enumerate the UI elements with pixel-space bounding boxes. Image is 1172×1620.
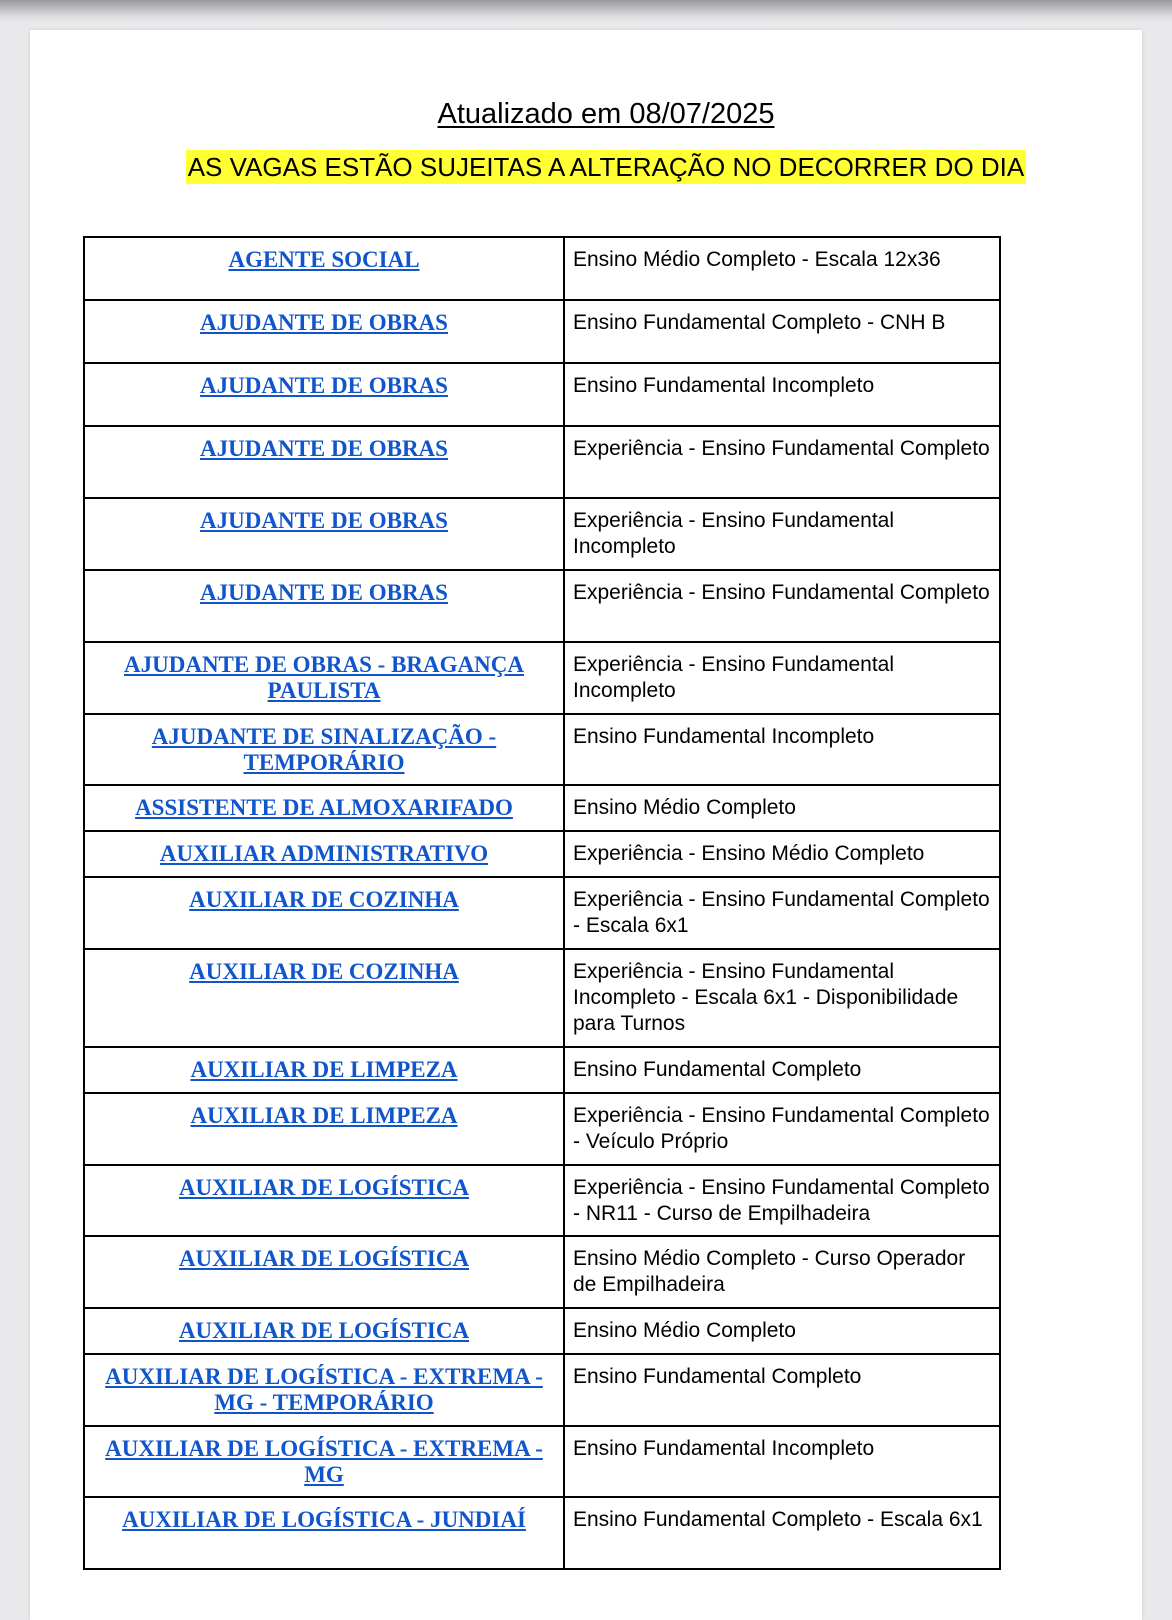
page-title: Atualizado em 08/07/2025 <box>437 98 775 130</box>
job-title-cell <box>84 1497 564 1569</box>
job-title-link[interactable]: AUXILIAR DE COZINHA <box>189 959 459 984</box>
job-title-cell <box>84 714 564 785</box>
table-row <box>84 949 1000 1047</box>
job-title-link[interactable]: AUXILIAR DE LIMPEZA <box>190 1103 458 1128</box>
table-row <box>84 498 1000 570</box>
job-title-link[interactable]: AJUDANTE DE OBRAS <box>200 310 448 335</box>
job-requirements: Experiência - Ensino Fundamental Completo - NR11 - Curso de Empilhadeira <box>564 1165 1000 1236</box>
table-row <box>84 426 1000 498</box>
job-title-cell <box>84 1047 564 1093</box>
job-requirements: Experiência - Ensino Fundamental Completo - Veículo Próprio <box>564 1093 1000 1165</box>
job-title-cell <box>84 363 564 426</box>
job-title-cell <box>84 949 564 1047</box>
job-title-cell <box>84 498 564 570</box>
job-requirements: Experiência - Ensino Fundamental Completo <box>564 570 1000 642</box>
job-title-link[interactable]: ASSISTENTE DE ALMOXARIFADO <box>135 795 513 820</box>
job-title-link[interactable]: AUXILIAR DE COZINHA <box>189 887 459 912</box>
job-title-cell <box>84 877 564 949</box>
job-title-cell <box>84 1165 564 1236</box>
job-requirements: Ensino Fundamental Completo - Escala 6x1 <box>564 1497 1000 1569</box>
table-row <box>84 300 1000 363</box>
job-requirements: Ensino Médio Completo <box>564 1308 1000 1354</box>
table-row <box>84 1354 1000 1426</box>
table-row <box>84 570 1000 642</box>
job-title-link[interactable]: AUXILIAR DE LOGÍSTICA <box>178 1175 470 1200</box>
job-requirements: Experiência - Ensino Fundamental Completo - Escala 6x1 <box>564 877 1000 949</box>
job-title-cell <box>84 642 564 714</box>
job-title-cell <box>84 831 564 877</box>
job-requirements: Ensino Fundamental Incompleto <box>564 1426 1000 1497</box>
table-row <box>84 642 1000 714</box>
job-title-link[interactable]: AUXILIAR DE LOGÍSTICA <box>178 1246 470 1271</box>
table-row <box>84 363 1000 426</box>
job-requirements: Ensino Fundamental Completo - CNH B <box>564 300 1000 363</box>
job-requirements: Experiência - Ensino Médio Completo <box>564 831 1000 877</box>
table-row <box>84 1047 1000 1093</box>
job-requirements: Ensino Fundamental Incompleto <box>564 363 1000 426</box>
table-row <box>84 1236 1000 1308</box>
job-title-link[interactable]: AJUDANTE DE SINALIZAÇÃO - TEMPORÁRIO <box>151 724 497 775</box>
job-title-link[interactable]: AUXILIAR DE LIMPEZA <box>190 1057 458 1082</box>
job-title-link[interactable]: AGENTE SOCIAL <box>228 247 420 272</box>
alteration-notice: AS VAGAS ESTÃO SUJEITAS A ALTERAÇÃO NO DECORRER DO DIA <box>187 152 1025 182</box>
document-page <box>30 30 1142 1620</box>
job-title-link[interactable]: AJUDANTE DE OBRAS - BRAGANÇA PAULISTA <box>124 652 524 703</box>
table-row <box>84 785 1000 831</box>
job-title-cell <box>84 1093 564 1165</box>
table-row <box>84 1497 1000 1569</box>
table-row <box>84 1093 1000 1165</box>
job-title-cell <box>84 426 564 498</box>
job-requirements: Ensino Médio Completo - Escala 12x36 <box>564 237 1000 300</box>
job-openings-table <box>83 236 1001 1570</box>
job-requirements: Ensino Fundamental Completo <box>564 1354 1000 1426</box>
job-title-cell <box>84 237 564 300</box>
table-row <box>84 1426 1000 1497</box>
job-requirements: Experiência - Ensino Fundamental Incompleto <box>564 498 1000 570</box>
table-row <box>84 1308 1000 1354</box>
table-row <box>84 877 1000 949</box>
job-title-cell <box>84 785 564 831</box>
job-title-link[interactable]: AUXILIAR DE LOGÍSTICA - JUNDIAÍ <box>122 1507 526 1532</box>
job-title-cell <box>84 300 564 363</box>
job-title-link[interactable]: AUXILIAR DE LOGÍSTICA <box>178 1318 470 1343</box>
job-title-link[interactable]: AUXILIAR DE LOGÍSTICA - EXTREMA - MG - TEMPORÁRIO <box>105 1364 543 1415</box>
job-title-cell <box>84 1236 564 1308</box>
job-title-cell <box>84 1308 564 1354</box>
job-requirements: Ensino Médio Completo <box>564 785 1000 831</box>
job-requirements: Ensino Médio Completo - Curso Operador de Empilhadeira <box>564 1236 1000 1308</box>
job-requirements: Ensino Fundamental Incompleto <box>564 714 1000 785</box>
job-title-link[interactable]: AJUDANTE DE OBRAS <box>200 373 448 398</box>
job-requirements: Experiência - Ensino Fundamental Incompleto <box>564 642 1000 714</box>
job-requirements: Experiência - Ensino Fundamental Completo <box>564 426 1000 498</box>
table-row <box>84 831 1000 877</box>
job-title-cell <box>84 1426 564 1497</box>
screenshot-top-edge <box>0 0 1172 22</box>
job-title-link[interactable]: AUXILIAR ADMINISTRATIVO <box>159 841 489 866</box>
job-title-link[interactable]: AUXILIAR DE LOGÍSTICA - EXTREMA - MG <box>105 1436 543 1487</box>
table-row <box>84 714 1000 785</box>
job-title-cell <box>84 1354 564 1426</box>
job-title-link[interactable]: AJUDANTE DE OBRAS <box>200 580 448 605</box>
job-title-cell <box>84 570 564 642</box>
job-requirements: Ensino Fundamental Completo <box>564 1047 1000 1093</box>
job-title-link[interactable]: AJUDANTE DE OBRAS <box>200 508 448 533</box>
job-title-link[interactable]: AJUDANTE DE OBRAS <box>200 436 448 461</box>
notice-container <box>30 150 1172 184</box>
table-row <box>84 1165 1000 1236</box>
table-row <box>84 237 1000 300</box>
job-requirements: Experiência - Ensino Fundamental Incompleto - Escala 6x1 - Disponibilidade para Turnos <box>564 949 1000 1047</box>
